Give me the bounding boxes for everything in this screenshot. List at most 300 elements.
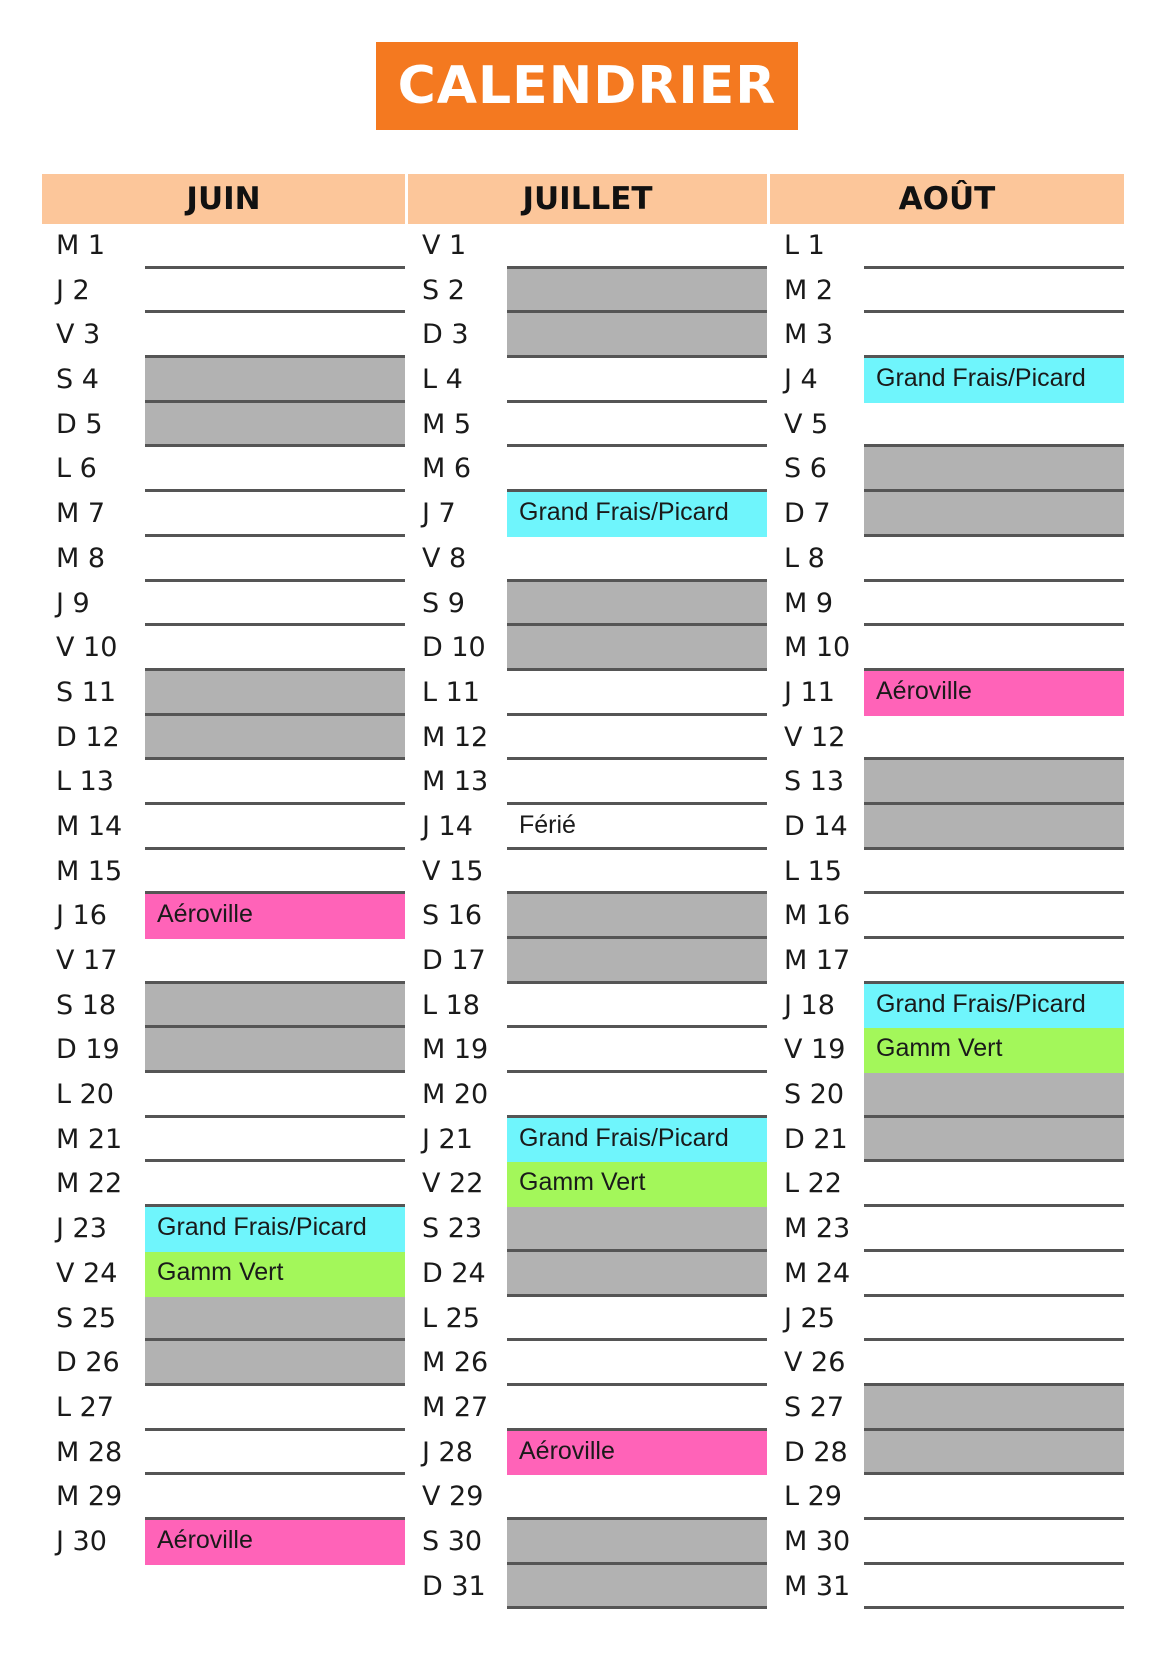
event-label: Grand Frais/Picard [519, 498, 729, 527]
day-cell [145, 492, 405, 537]
day-row [408, 850, 767, 895]
day-row [408, 805, 767, 850]
day-label: D 28 [784, 1436, 848, 1468]
day-cell [864, 626, 1124, 671]
day-label: S 6 [784, 453, 827, 485]
event-cell-aeroville [507, 1431, 767, 1476]
day-row [408, 1252, 767, 1297]
event-cell-aeroville [145, 894, 405, 939]
day-label: S 23 [422, 1213, 483, 1245]
weekend-cell [507, 1207, 767, 1252]
event-label: Aéroville [157, 1525, 253, 1554]
weekend-cell [145, 358, 405, 403]
day-cell [507, 671, 767, 716]
day-row [42, 805, 405, 850]
day-label: M 21 [56, 1123, 123, 1155]
day-label: D 31 [422, 1570, 486, 1602]
day-cell [864, 716, 1124, 761]
event-cell-ferie [507, 805, 767, 850]
day-row [770, 269, 1124, 314]
day-label: S 16 [422, 900, 483, 932]
day-label: S 20 [784, 1079, 845, 1111]
day-cell [145, 269, 405, 314]
day-row [770, 582, 1124, 627]
day-row [408, 1386, 767, 1431]
day-row [770, 1475, 1124, 1520]
day-cell [864, 537, 1124, 582]
event-cell-aeroville [145, 1520, 405, 1565]
day-label: D 19 [56, 1034, 120, 1066]
day-row [42, 492, 405, 537]
day-cell [145, 537, 405, 582]
day-label: L 25 [422, 1302, 480, 1334]
day-row [770, 1252, 1124, 1297]
day-label: V 1 [422, 230, 467, 261]
day-label: S 11 [56, 676, 117, 708]
weekend-cell [507, 582, 767, 627]
day-row [408, 1162, 767, 1207]
day-label: M 15 [56, 855, 123, 887]
day-row [408, 1073, 767, 1118]
day-row [770, 1431, 1124, 1476]
day-row [42, 1073, 405, 1118]
day-label: V 5 [784, 408, 829, 440]
day-row [42, 313, 405, 358]
day-row [408, 1431, 767, 1476]
day-cell [507, 537, 767, 582]
event-label: Gamm Vert [519, 1168, 646, 1197]
day-cell [864, 403, 1124, 448]
day-row [408, 358, 767, 403]
event-label: Grand Frais/Picard [876, 989, 1086, 1018]
day-row [408, 1520, 767, 1565]
day-label: M 8 [56, 542, 106, 574]
day-cell [507, 224, 767, 269]
weekend-cell [145, 716, 405, 761]
day-cell [864, 582, 1124, 627]
day-row [408, 671, 767, 716]
day-label: D 21 [784, 1123, 848, 1155]
day-label: V 26 [784, 1347, 846, 1379]
day-row [408, 269, 767, 314]
day-label: S 2 [422, 274, 465, 306]
weekend-cell [507, 269, 767, 314]
day-label: J 2 [56, 274, 90, 306]
weekend-cell [507, 626, 767, 671]
weekend-cell [864, 1118, 1124, 1163]
event-label: Gamm Vert [876, 1034, 1003, 1063]
weekend-cell [145, 1028, 405, 1073]
day-label: L 29 [784, 1481, 842, 1513]
day-label: M 24 [784, 1257, 851, 1289]
page-title: CALENDRIER [397, 56, 777, 116]
day-label: L 27 [56, 1391, 114, 1423]
weekend-cell [145, 1341, 405, 1386]
day-row [770, 626, 1124, 671]
day-row [408, 582, 767, 627]
day-cell [145, 626, 405, 671]
day-label: V 10 [56, 632, 118, 664]
weekend-cell [145, 1297, 405, 1342]
day-row [42, 1028, 405, 1073]
day-row [42, 1386, 405, 1431]
day-row [42, 1520, 405, 1565]
day-cell [507, 358, 767, 403]
day-row [42, 1207, 405, 1252]
month-header: JUILLET [408, 174, 767, 224]
weekend-cell [864, 1386, 1124, 1431]
month-column-juin [42, 174, 405, 1565]
day-row [770, 224, 1124, 269]
event-label: Aéroville [876, 676, 972, 705]
day-label: J 7 [422, 498, 456, 530]
day-label: D 3 [422, 319, 469, 351]
day-label: M 13 [422, 766, 489, 798]
weekend-cell [145, 984, 405, 1029]
day-label: D 14 [784, 810, 848, 842]
day-label: V 17 [56, 945, 118, 976]
day-label: M 23 [784, 1213, 851, 1245]
day-row [42, 537, 405, 582]
day-row [408, 1475, 767, 1520]
day-row [42, 447, 405, 492]
day-label: J 25 [784, 1302, 835, 1334]
day-cell [864, 1475, 1124, 1520]
day-cell [507, 1475, 767, 1520]
day-row [408, 626, 767, 671]
day-row [770, 716, 1124, 761]
day-row [408, 939, 767, 984]
day-row [770, 447, 1124, 492]
day-row [770, 671, 1124, 716]
day-cell [145, 760, 405, 805]
day-label: M 12 [422, 721, 489, 753]
weekend-cell [507, 1565, 767, 1610]
day-cell [507, 1386, 767, 1431]
day-label: S 4 [56, 364, 99, 396]
day-row [42, 850, 405, 895]
day-row [770, 984, 1124, 1029]
day-row [408, 1297, 767, 1342]
day-row [770, 1073, 1124, 1118]
day-cell [145, 1431, 405, 1476]
day-label: D 24 [422, 1257, 486, 1289]
day-cell [864, 269, 1124, 314]
day-label: M 3 [784, 319, 834, 351]
day-label: L 4 [422, 364, 463, 396]
day-label: D 12 [56, 721, 120, 753]
day-label: L 22 [784, 1168, 842, 1200]
day-row [42, 403, 405, 448]
event-cell-gamm-vert [507, 1162, 767, 1207]
day-label: V 19 [784, 1034, 846, 1066]
day-row [42, 760, 405, 805]
day-label: M 22 [56, 1168, 123, 1200]
day-row [770, 1341, 1124, 1386]
day-label: L 20 [56, 1079, 114, 1111]
day-label: M 2 [784, 274, 834, 306]
day-cell [507, 403, 767, 448]
day-list [770, 224, 1124, 1609]
day-label: M 14 [56, 810, 123, 842]
day-label: V 29 [422, 1481, 484, 1513]
day-cell [145, 939, 405, 984]
day-label: M 9 [784, 587, 834, 619]
day-row [42, 269, 405, 314]
event-cell-grand-frais [507, 492, 767, 537]
event-label: Grand Frais/Picard [519, 1123, 729, 1152]
day-cell [507, 984, 767, 1029]
day-label: S 25 [56, 1302, 117, 1334]
day-label: V 24 [56, 1257, 118, 1289]
day-row [42, 626, 405, 671]
day-row [770, 805, 1124, 850]
day-list [42, 224, 405, 1565]
day-cell [145, 1118, 405, 1163]
day-label: M 29 [56, 1481, 123, 1513]
event-cell-gamm-vert [864, 1028, 1124, 1073]
day-row [770, 760, 1124, 805]
month-header: JUIN [42, 174, 405, 224]
day-label: S 13 [784, 766, 845, 798]
day-row [42, 894, 405, 939]
day-label: J 9 [56, 587, 90, 619]
day-cell [507, 760, 767, 805]
day-cell [507, 716, 767, 761]
weekend-cell [864, 447, 1124, 492]
day-cell [864, 313, 1124, 358]
day-row [42, 671, 405, 716]
day-row [408, 447, 767, 492]
day-label: V 15 [422, 855, 484, 887]
day-row [408, 492, 767, 537]
day-row [408, 537, 767, 582]
day-label: M 5 [422, 408, 472, 440]
weekend-cell [507, 894, 767, 939]
day-label: J 23 [56, 1213, 107, 1245]
day-row [408, 403, 767, 448]
day-row [408, 716, 767, 761]
day-row [408, 1207, 767, 1252]
day-label: M 7 [56, 498, 106, 530]
day-row [408, 1565, 767, 1610]
day-row [408, 984, 767, 1029]
day-row [42, 582, 405, 627]
event-cell-grand-frais [864, 984, 1124, 1029]
event-cell-grand-frais [145, 1207, 405, 1252]
day-label: L 15 [784, 855, 842, 887]
weekend-cell [507, 939, 767, 984]
event-label: Aéroville [157, 900, 253, 929]
event-label: Grand Frais/Picard [876, 364, 1086, 393]
day-row [42, 939, 405, 984]
day-label: M 27 [422, 1391, 489, 1423]
day-label: M 28 [56, 1436, 123, 1468]
day-row [770, 1118, 1124, 1163]
day-label: J 16 [56, 900, 107, 932]
day-row [770, 1565, 1124, 1610]
day-cell [864, 1207, 1124, 1252]
day-cell [145, 1475, 405, 1520]
day-row [408, 760, 767, 805]
day-cell [864, 850, 1124, 895]
day-cell [507, 1341, 767, 1386]
day-row [408, 1028, 767, 1073]
event-cell-aeroville [864, 671, 1124, 716]
month-header: AOÛT [770, 174, 1124, 224]
day-cell [507, 1028, 767, 1073]
day-row [42, 1341, 405, 1386]
day-label: D 10 [422, 632, 486, 664]
day-label: L 13 [56, 766, 114, 798]
day-label: M 16 [784, 900, 851, 932]
day-row [42, 358, 405, 403]
day-row [770, 403, 1124, 448]
day-row [42, 1162, 405, 1207]
day-label: J 4 [784, 364, 818, 396]
event-cell-gamm-vert [145, 1252, 405, 1297]
month-column-aout [770, 174, 1124, 1609]
day-cell [507, 447, 767, 492]
day-cell [864, 1341, 1124, 1386]
day-row [42, 1252, 405, 1297]
day-row [770, 894, 1124, 939]
day-row [770, 1386, 1124, 1431]
day-row [408, 224, 767, 269]
day-row [770, 939, 1124, 984]
weekend-cell [864, 760, 1124, 805]
day-label: M 17 [784, 945, 851, 976]
event-label: Gamm Vert [157, 1257, 284, 1286]
event-cell-grand-frais [864, 358, 1124, 403]
day-row [770, 1297, 1124, 1342]
day-label: M 30 [784, 1525, 851, 1557]
day-label: J 18 [784, 989, 835, 1021]
day-cell [145, 805, 405, 850]
day-label: D 7 [784, 498, 831, 530]
day-row [770, 313, 1124, 358]
day-row [770, 537, 1124, 582]
day-label: L 8 [784, 542, 825, 574]
day-row [42, 1297, 405, 1342]
event-label: Aéroville [519, 1436, 615, 1465]
day-label: D 17 [422, 945, 486, 976]
day-label: S 30 [422, 1525, 483, 1557]
weekend-cell [145, 403, 405, 448]
day-row [770, 850, 1124, 895]
day-label: M 20 [422, 1079, 489, 1111]
weekend-cell [864, 1431, 1124, 1476]
day-label: S 9 [422, 587, 465, 619]
event-label: Férié [519, 810, 576, 839]
day-row [42, 984, 405, 1029]
day-row [770, 1028, 1124, 1073]
day-label: D 5 [56, 408, 103, 440]
day-cell [864, 1297, 1124, 1342]
day-cell [864, 939, 1124, 984]
day-cell [145, 313, 405, 358]
day-cell [864, 1252, 1124, 1297]
day-label: S 18 [56, 989, 117, 1021]
day-label: M 6 [422, 453, 472, 485]
day-row [42, 1431, 405, 1476]
weekend-cell [145, 671, 405, 716]
day-label: M 1 [56, 230, 106, 261]
day-cell [145, 850, 405, 895]
day-row [42, 1475, 405, 1520]
title-banner [376, 42, 798, 130]
day-label: S 27 [784, 1391, 845, 1423]
weekend-cell [864, 1073, 1124, 1118]
day-cell [507, 1297, 767, 1342]
month-column-juillet [408, 174, 767, 1609]
day-label: L 18 [422, 989, 480, 1021]
day-cell [145, 1162, 405, 1207]
day-row [42, 224, 405, 269]
day-label: L 11 [422, 676, 480, 708]
weekend-cell [507, 1252, 767, 1297]
day-cell [145, 1073, 405, 1118]
event-label: Grand Frais/Picard [157, 1213, 367, 1242]
day-row [408, 1341, 767, 1386]
day-cell [864, 1520, 1124, 1565]
event-cell-grand-frais [507, 1118, 767, 1163]
day-label: V 8 [422, 542, 467, 574]
day-row [770, 1520, 1124, 1565]
weekend-cell [864, 805, 1124, 850]
day-label: M 26 [422, 1347, 489, 1379]
day-label: L 1 [784, 230, 825, 261]
day-list [408, 224, 767, 1609]
day-row [42, 1118, 405, 1163]
day-row [408, 894, 767, 939]
day-label: M 31 [784, 1570, 851, 1602]
day-cell [145, 582, 405, 627]
day-cell [145, 447, 405, 492]
day-cell [864, 894, 1124, 939]
day-cell [864, 224, 1124, 269]
day-label: V 12 [784, 721, 846, 753]
day-row [42, 716, 405, 761]
day-row [408, 1118, 767, 1163]
day-label: J 14 [422, 810, 473, 842]
day-label: M 10 [784, 632, 851, 664]
day-label: J 11 [784, 676, 835, 708]
weekend-cell [507, 313, 767, 358]
day-row [770, 492, 1124, 537]
weekend-cell [864, 492, 1124, 537]
day-label: L 6 [56, 453, 97, 485]
day-row [770, 1162, 1124, 1207]
day-cell [864, 1565, 1124, 1610]
day-row [408, 313, 767, 358]
day-cell [507, 850, 767, 895]
day-label: V 3 [56, 319, 101, 351]
day-cell [864, 1162, 1124, 1207]
day-cell [145, 224, 405, 269]
day-label: J 21 [422, 1123, 473, 1155]
day-cell [145, 1386, 405, 1431]
weekend-cell [507, 1520, 767, 1565]
day-row [770, 1207, 1124, 1252]
day-label: M 19 [422, 1034, 489, 1066]
day-label: V 22 [422, 1168, 484, 1200]
day-label: D 26 [56, 1347, 120, 1379]
day-label: J 28 [422, 1436, 473, 1468]
day-row [770, 358, 1124, 403]
day-cell [507, 1073, 767, 1118]
day-label: J 30 [56, 1525, 107, 1557]
